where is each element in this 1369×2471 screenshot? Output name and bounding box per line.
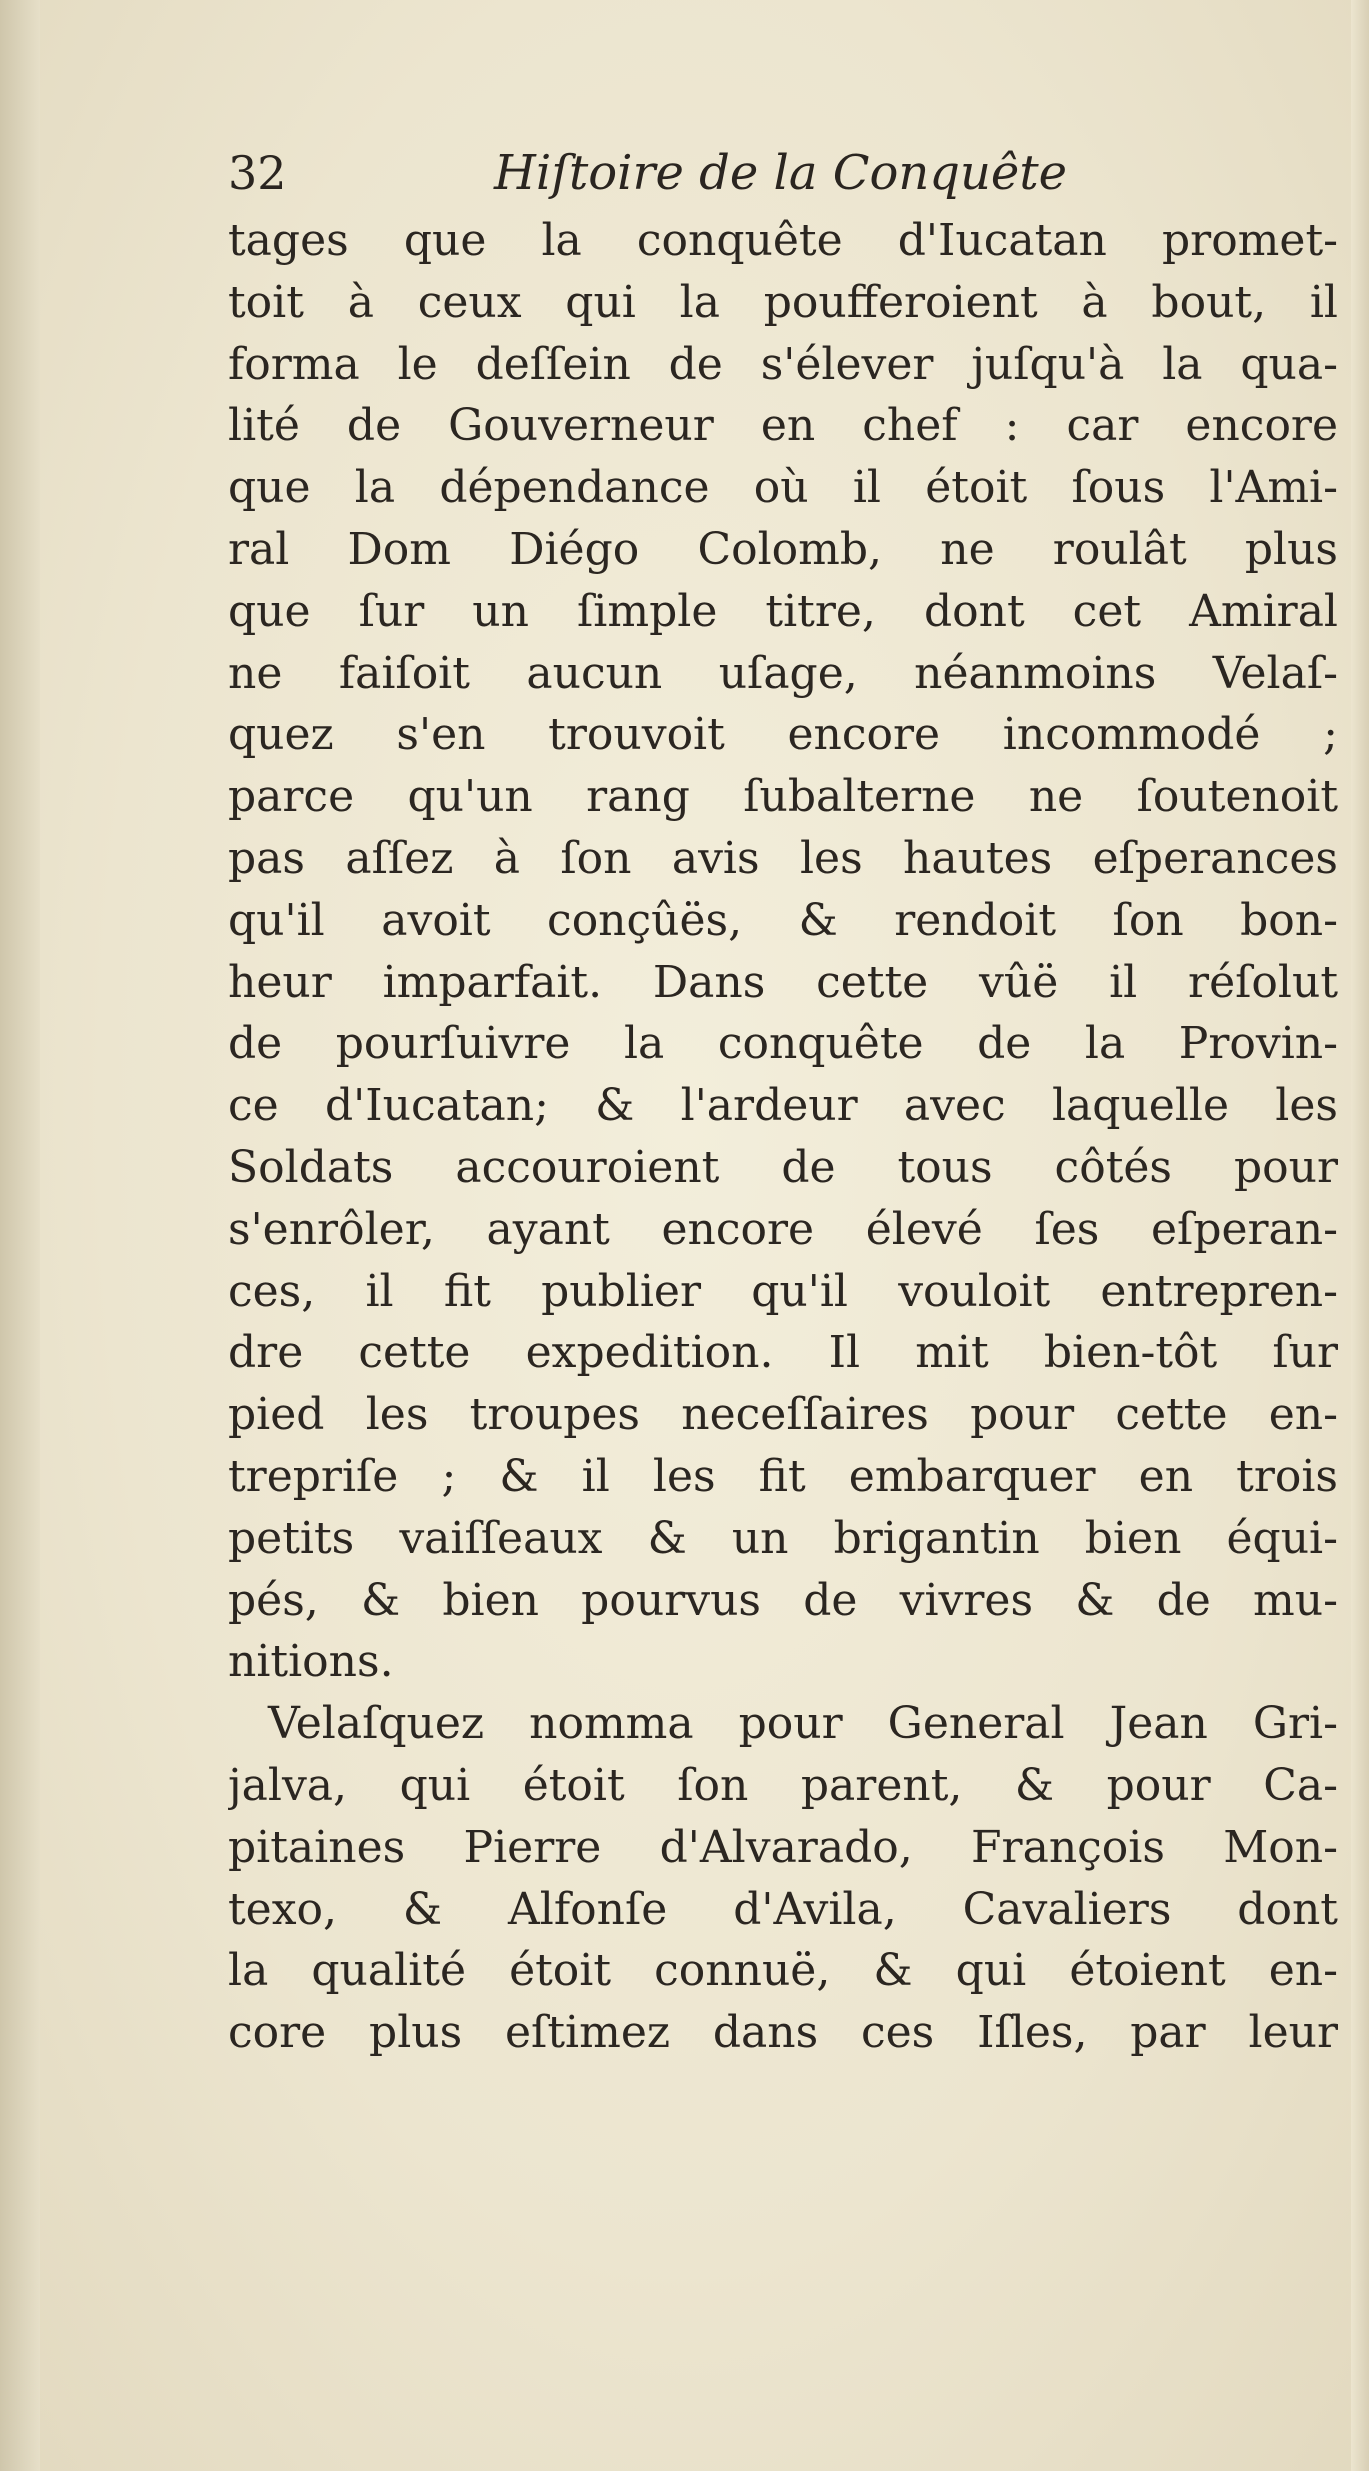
text-line: pés, & bien pourvus de vivres & de mu- <box>228 1574 1338 1626</box>
text-line: de pourſuivre la conquête de la Provin- <box>228 1018 1338 1070</box>
paragraph-2 <box>228 1693 1338 2064</box>
text-line: jalva, qui étoit ſon parent, & pour Ca- <box>228 1759 1338 1811</box>
text-line: texo, & Alfonſe d'Avila, Cavaliers dont <box>228 1883 1338 1935</box>
text-line: parce qu'un rang ſubalterne ne ſoutenoit <box>228 771 1338 823</box>
text-line: ne faiſoit aucun uſage, néanmoins Velaſ- <box>228 647 1338 699</box>
text-line: ce d'Iucatan; & l'ardeur avec laquelle les <box>228 1080 1338 1132</box>
text-line: s'enrôler, ayant encore élevé ſes eſperan- <box>228 1203 1338 1255</box>
text-line: quez s'en trouvoit encore incommodé ; <box>228 709 1338 761</box>
text-line: tages que la conquête d'Iucatan promet- <box>228 215 1338 266</box>
paragraph-1 <box>228 210 1338 1693</box>
page-number: 32 <box>228 146 287 200</box>
text-line: Velaſquez nomma pour General Jean Gri- <box>268 1698 1338 1750</box>
running-title: Hiſtoire de la Conquête <box>494 145 1068 201</box>
text-line: trepriſe ; & il les fit embarquer en trois <box>228 1450 1338 1502</box>
page-gutter-shadow <box>0 0 40 2471</box>
text-line: que la dépendance où il étoit ſous l'Ami- <box>228 462 1338 514</box>
text-line: qu'il avoit conçûës, & rendoit ſon bon- <box>228 894 1338 946</box>
text-line: ces, il fit publier qu'il vouloit entrepren- <box>228 1265 1338 1317</box>
text-line: toit à ceux qui la poufferoient à bout, il <box>228 276 1338 328</box>
text-line: ral Dom Diégo Colomb, ne roulât plus <box>228 523 1338 575</box>
text-line: petits vaiſſeaux & un brigantin bien équi- <box>228 1512 1338 1564</box>
text-line: nitions. <box>228 1636 394 1688</box>
text-line: forma le deſſein de s'élever juſqu'à la qua- <box>228 338 1338 390</box>
text-line: pied les troupes neceſſaires pour cette en- <box>228 1389 1338 1441</box>
text-line: dre cette expedition. Il mit bien-tôt ſur <box>228 1327 1338 1379</box>
text-line: heur imparfait. Dans cette vûë il réſolut <box>228 956 1338 1008</box>
page-edge-shadow <box>1351 0 1369 2471</box>
text-line: Soldats accouroient de tous côtés pour <box>228 1141 1338 1193</box>
text-line: la qualité étoit connuë, & qui étoient en- <box>228 1945 1338 1997</box>
text-line: lité de Gouverneur en chef : car encore <box>228 400 1338 452</box>
text-line: pas aſſez à ſon avis les hautes eſperances <box>228 832 1338 884</box>
body-text <box>228 210 1338 2064</box>
text-line: que ſur un ſimple titre, dont cet Amiral <box>228 585 1338 637</box>
page-header <box>228 138 1328 208</box>
text-line: pitaines Pierre d'Alvarado, François Mon- <box>228 1821 1338 1873</box>
text-line: core plus eſtimez dans ces Iſles, par leur <box>228 2007 1338 2059</box>
